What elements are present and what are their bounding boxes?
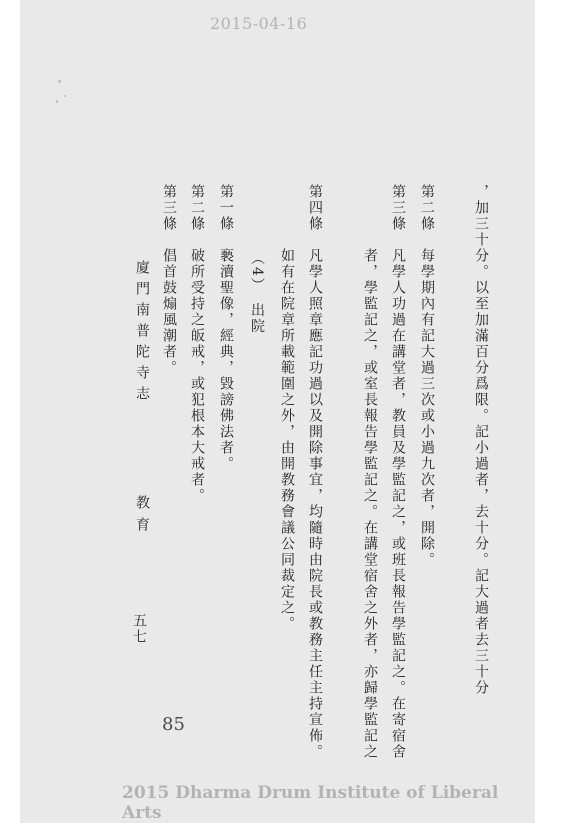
text-column-6: 如有在院章所載範圍之外，由開教務會議公同裁定之。 — [279, 184, 295, 632]
scan-speck — [56, 100, 58, 103]
page-number: 85 — [162, 714, 185, 735]
text-column-9: 第二條 破所受持之皈戒，或犯根本大戒者。 — [189, 184, 205, 504]
text-column-10: 第三條 倡首鼓煽風潮者。 — [161, 184, 177, 376]
text-column-3: 第三條 凡學人功過在講堂者，教員及學監記之，或班長報告學監記之。在寄宿舍 — [390, 184, 406, 760]
section-heading: （4） 出院 — [249, 251, 265, 335]
text-column-1: ，加三十分。以至加滿百分爲限。記小過者，去十分。記大過者去三十分 — [473, 184, 489, 696]
scan-date-watermark: 2015-04-16 — [210, 14, 308, 33]
running-title: 廈門南普陀寺志 — [134, 260, 150, 407]
section-label: 教育 — [134, 495, 150, 539]
footer-watermark: 2015 Dharma Drum Institute of Liberal Arts — [122, 783, 499, 823]
text-column-5: 第四條 凡學人照章應記功過以及開除事宜，均隨時由院長或教務主任主持宣佈。 — [307, 184, 323, 760]
scan-speck — [58, 80, 61, 83]
text-column-4: 者，學監記之，或室長報告學監記之。在講堂宿舍之外者，亦歸學監記之 — [362, 184, 378, 760]
scanned-page — [20, 0, 535, 823]
folio-number: 五七 — [131, 613, 147, 645]
text-column-8: 第一條 褻瀆聖像，經典，毀謗佛法者。 — [218, 184, 234, 472]
scan-speck — [64, 95, 66, 97]
text-column-2: 第二條 每學期內有記大過三次或小過九次者，開除。 — [419, 184, 435, 568]
